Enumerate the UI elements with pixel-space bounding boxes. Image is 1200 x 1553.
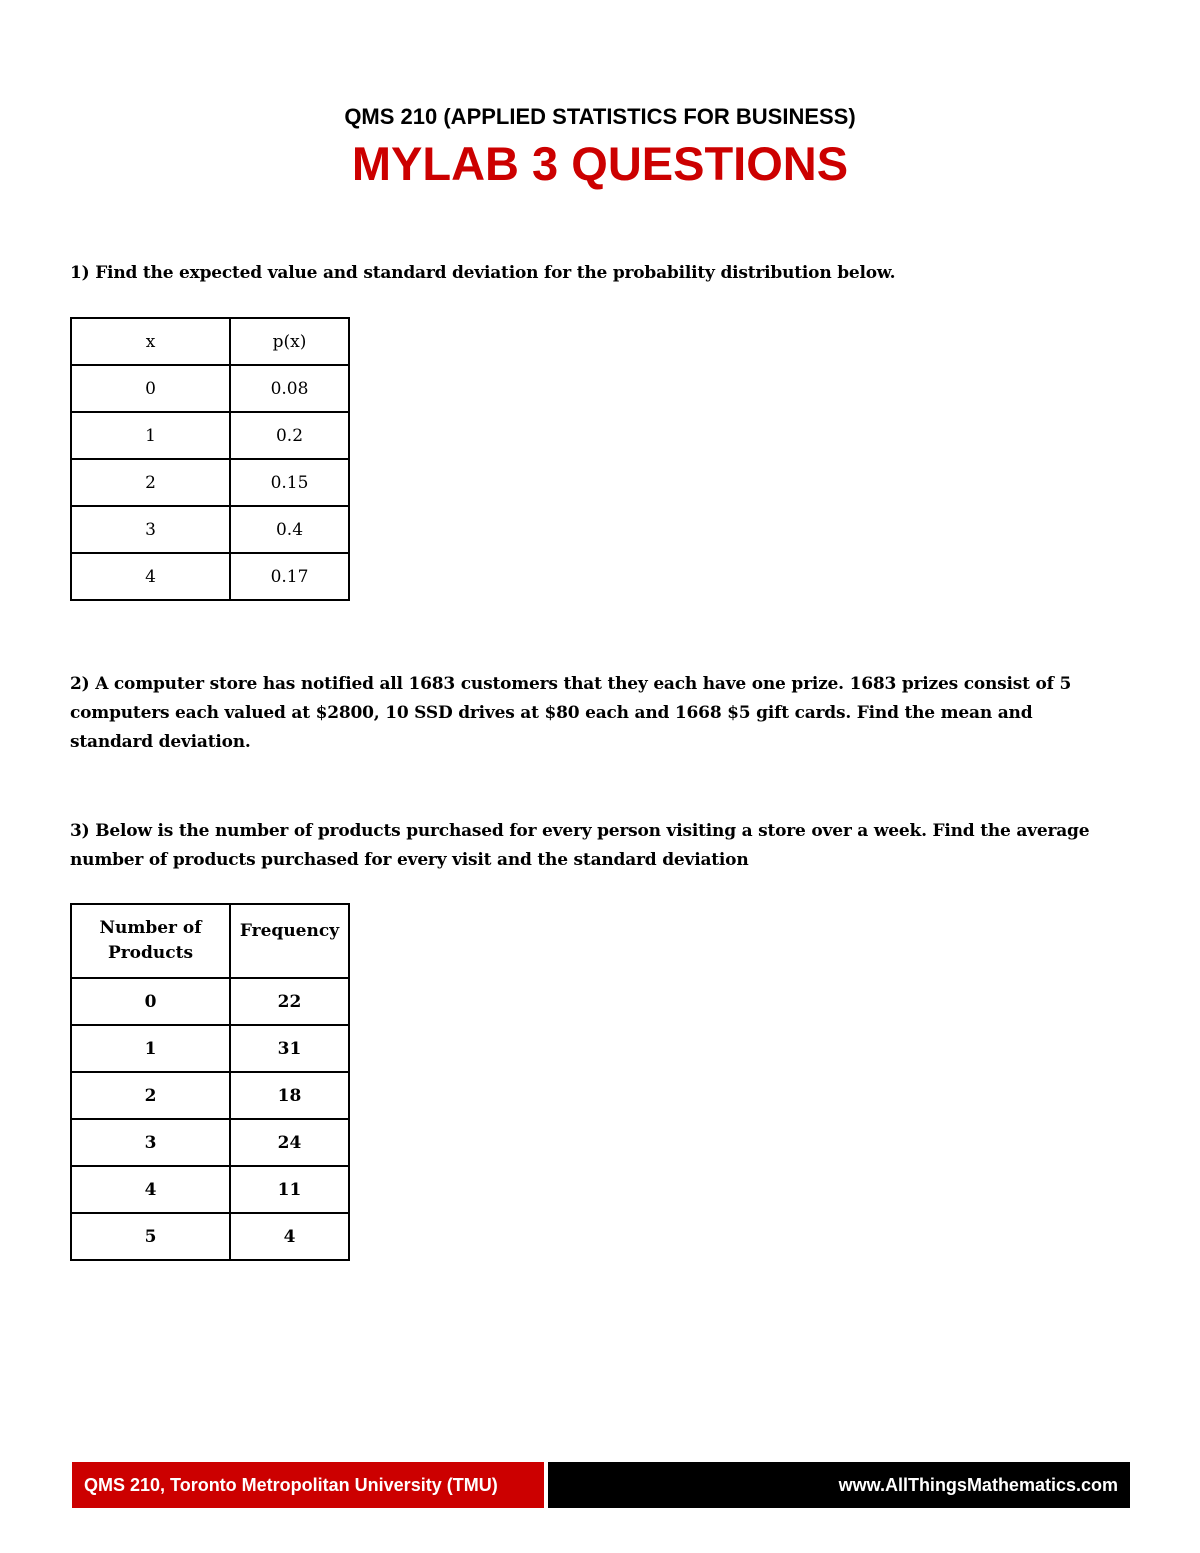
table-row — [71, 1072, 349, 1119]
page-title: MYLAB 3 QUESTIONS — [351, 137, 849, 190]
table-row — [71, 1166, 349, 1213]
probability-distribution-table — [70, 317, 350, 601]
table-cell: 3 — [71, 506, 230, 553]
column-header-px: p(x) — [230, 318, 349, 365]
column-header-x: x — [71, 318, 230, 365]
table-row — [71, 1213, 349, 1260]
table-header-row — [71, 318, 349, 365]
table-cell: 11 — [230, 1166, 349, 1213]
table-row — [71, 978, 349, 1025]
table-row — [71, 506, 349, 553]
course-heading: QMS 210 (APPLIED STATISTICS FOR BUSINESS) — [344, 104, 856, 129]
table-cell: 31 — [230, 1025, 349, 1072]
table-cell: 4 — [71, 553, 230, 600]
question-2: 2) A computer store has notified all 1683 customers that they each have one prize. 1683 prizes consist of 5 computers each valued at $2800, 10 SSD drives at $80 each and 1668 $5 gift cards. Find the mean and standard deviation. — [70, 674, 1072, 752]
table-cell: 3 — [71, 1119, 230, 1166]
table-cell: 5 — [71, 1213, 230, 1260]
table-header-row — [71, 904, 349, 978]
table-row — [71, 1025, 349, 1072]
table-row — [71, 1119, 349, 1166]
column-header-frequency: Frequency — [230, 904, 349, 978]
table-cell: 2 — [71, 459, 230, 506]
table-cell: 22 — [230, 978, 349, 1025]
footer-bar — [72, 1462, 1130, 1508]
table-row — [71, 365, 349, 412]
column-header-number-of-products: Number of Products — [71, 904, 230, 978]
table-cell: 0.17 — [230, 553, 349, 600]
table-cell: 0.08 — [230, 365, 349, 412]
table-cell: 24 — [230, 1119, 349, 1166]
table-cell: 0 — [71, 978, 230, 1025]
table-row — [71, 553, 349, 600]
table-cell: 0 — [71, 365, 230, 412]
footer-website-link[interactable]: www.AllThingsMathematics.com — [548, 1462, 1130, 1508]
table-row — [71, 459, 349, 506]
table-cell: 0.15 — [230, 459, 349, 506]
table-cell: 0.4 — [230, 506, 349, 553]
table-cell: 4 — [71, 1166, 230, 1213]
table-cell: 2 — [71, 1072, 230, 1119]
table-row — [71, 412, 349, 459]
table-cell: 1 — [71, 1025, 230, 1072]
question-1: 1) Find the expected value and standard deviation for the probability distribution below. — [70, 263, 896, 283]
table-cell: 18 — [230, 1072, 349, 1119]
table-cell: 1 — [71, 412, 230, 459]
table-cell: 4 — [230, 1213, 349, 1260]
frequency-table — [70, 903, 350, 1261]
question-3: 3) Below is the number of products purchased for every person visiting a store over a week. Find the average number of products purchased for every visit and the standard deviation — [70, 821, 1090, 870]
table-cell: 0.2 — [230, 412, 349, 459]
footer-university-label: QMS 210, Toronto Metropolitan University (TMU) — [72, 1462, 544, 1508]
